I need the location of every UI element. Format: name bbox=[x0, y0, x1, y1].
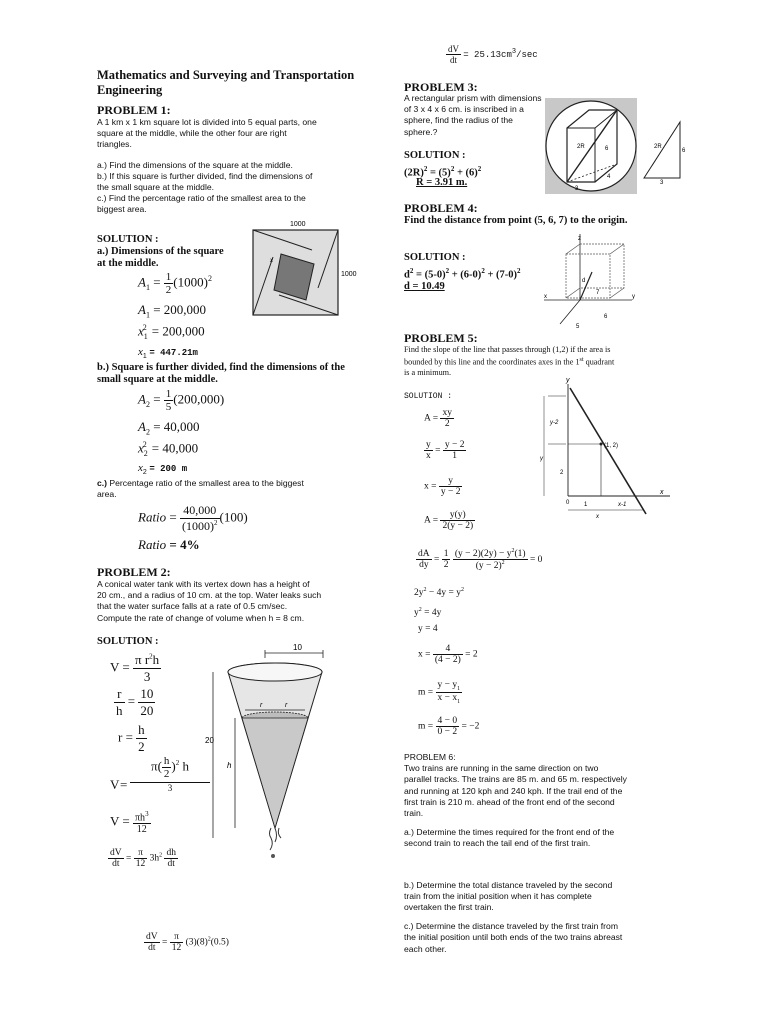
p6-question-b: train from the initial position when it has complete bbox=[404, 890, 592, 901]
p1-sub-b-line: small square at the middle. bbox=[97, 374, 218, 385]
doc-title-line1: Mathematics and Surveying and Transportation bbox=[97, 68, 355, 82]
eq-dvdt: $\frac{dV}{dt}$ = $\frac{\pi}{12}$ $3h^2$ $\frac{dh}{dt}$ bbox=[110, 848, 176, 869]
figure-label: 1 bbox=[584, 502, 588, 508]
eq-v-pih3: V = $\frac{\pi h^3}{12}$ bbox=[110, 810, 149, 836]
p1-question-a: a.) Find the dimensions of the square at the middle. bbox=[97, 159, 293, 170]
problem-5-heading: PROBLEM 5: bbox=[404, 331, 478, 345]
p2-solution-heading: SOLUTION : bbox=[97, 636, 159, 647]
figure-label: y-2 bbox=[550, 420, 559, 426]
problem-2-heading: PROBLEM 2: bbox=[97, 565, 171, 579]
figure-label: 0 bbox=[566, 500, 570, 506]
p6-question-a: a.) Determine the times required for the front end of the bbox=[404, 827, 615, 838]
eq-a2-value: $A_2 = 40,000$ bbox=[138, 419, 200, 437]
eq-x1-sq: $x_1^2 = 200,000$ bbox=[138, 323, 205, 341]
sphere-prism-figure bbox=[545, 98, 637, 194]
eq-x-of-y: x = $\frac{y}{y - 2}$ bbox=[424, 476, 461, 497]
eq-x-value: x = $\frac{4}{(4 - 2)}$ = 2 bbox=[418, 644, 478, 665]
figure-label: y bbox=[632, 294, 635, 300]
p1-line: square at the middle, while the other four are right bbox=[97, 128, 287, 139]
figure-label: 3 bbox=[660, 180, 664, 184]
problem-6-heading: PROBLEM 6: bbox=[404, 752, 456, 762]
p6-question-a: second train to reach the tail end of the first train. bbox=[404, 838, 591, 849]
eq-step3: y = 4 bbox=[418, 624, 438, 634]
figure-label: x bbox=[270, 258, 273, 264]
figure-label: x bbox=[596, 514, 599, 520]
eq-ratio: Ratio = $\frac{40,000}{(1000)^2}$ (100) bbox=[138, 503, 248, 533]
p3-solution-heading: SOLUTION : bbox=[404, 150, 466, 161]
p4-eq2: d = 10.49 bbox=[404, 281, 445, 292]
figure-label: 2R bbox=[654, 144, 662, 150]
eq-step1: $2y^2 - 4y = y^2$ bbox=[414, 587, 464, 599]
right-triangle-figure bbox=[640, 118, 690, 184]
eq-term: (1000) bbox=[173, 274, 208, 290]
p1-sub-c: c.) Percentage ratio of the smallest area to the biggest area. bbox=[97, 478, 304, 500]
problem-4-text: Find the distance from point (5, 6, 7) to the origin. bbox=[404, 215, 628, 226]
eq-area: A = $\frac{xy}{2}$ bbox=[424, 408, 452, 429]
p6-question-c: each other. bbox=[404, 943, 447, 954]
figure-label: 3 bbox=[575, 186, 579, 192]
doc-title bbox=[97, 68, 377, 98]
slope-graph-figure bbox=[540, 374, 675, 520]
p1-question-b: the small square at the middle. bbox=[97, 182, 215, 193]
eq-step2: $y^2 = 4y$ bbox=[414, 607, 442, 619]
distance-3d-figure bbox=[540, 232, 640, 332]
figure-label: h bbox=[227, 761, 232, 770]
problem-3-heading: PROBLEM 3: bbox=[404, 80, 478, 94]
frac-v-sub: π( $\frac{h}{2}$ )$^2$ h 3 bbox=[130, 755, 210, 793]
figure-label: z bbox=[578, 236, 581, 242]
p1-sub-a-line: a.) Dimensions of the square bbox=[97, 246, 224, 257]
figure-label: 10 bbox=[293, 643, 302, 652]
figure-label: 6 bbox=[682, 148, 686, 154]
figure-label: 6 bbox=[605, 146, 609, 152]
p6-question-b: overtaken the first train. bbox=[404, 902, 494, 913]
p3-eq2: R = 3.91 m. bbox=[416, 177, 468, 188]
p1-question-c: c.) Find the percentage ratio of the smallest area to the bbox=[97, 193, 306, 204]
p4-eq1: $d^2 = (5-0)^2 + (6-0)^2 + (7-0)^2$ bbox=[404, 267, 521, 281]
figure-label: 1000 bbox=[290, 221, 306, 228]
p1-line: triangles. bbox=[97, 139, 132, 150]
p1-sub-b bbox=[97, 362, 365, 386]
p1-line: A 1 km x 1 km square lot is divided into 5 equal parts, one bbox=[97, 117, 317, 127]
figure-label: 7 bbox=[596, 290, 600, 296]
figure-label: d bbox=[582, 278, 586, 284]
p3-eq1: $(2R)^2 = (5)^2 + (6)^2$ bbox=[404, 165, 482, 179]
eq-cone-volume: V = $\frac{\pi r^2h}{3}$ bbox=[110, 652, 160, 684]
figure-label: 1000 bbox=[341, 271, 357, 278]
eq-a1-value: $A_1 = 200,000$ bbox=[138, 302, 207, 320]
p1-question-c: biggest area. bbox=[97, 204, 147, 215]
p4-solution-heading: SOLUTION : bbox=[404, 252, 466, 263]
problem-3-text: A rectangular prism with dimensions of 3 x 4 x 6 cm. is inscribed in a sphere, find the radius of the sphere.? bbox=[404, 93, 542, 137]
eq-area-y: A = $\frac{y(y)}{2(y - 2)}$ bbox=[424, 510, 474, 531]
eq-derivative: $\frac{dA}{dy}$ = $\frac{1}{2}$ $\frac{(y - 2)(2y) - y^2(1)}{(y - 2)^2}$ = 0 bbox=[418, 548, 543, 572]
p5-solution-heading: SOLUTION : bbox=[404, 392, 453, 401]
figure-label: r bbox=[285, 702, 288, 709]
p1-sub-a bbox=[97, 246, 224, 270]
frac-half: $\frac{1}{2}$ bbox=[165, 271, 172, 296]
eq-slope: m = $\frac{y - y_1}{x - x_1}$ bbox=[418, 680, 461, 705]
eq-a2: $A_2$ = $\frac{1}{5}$ (200,000) bbox=[138, 388, 225, 413]
figure-label: 6 bbox=[604, 314, 608, 320]
eq-similar: $\frac{y}{x}$ = $\frac{y - 2}{1}$ bbox=[426, 440, 465, 461]
eq-a1: $A_1$ = $\frac{1}{2}$ $(1000)^2$ bbox=[138, 271, 212, 296]
problem-6: PROBLEM 6: Two trains are running in the same direction on two parallel tracks. The trains are 85 m. and 65 m. respectively and running at 120 kph and 240 kph. If the trail end of the first train is 210 m. ahead of the front end of the second train. a.) Determine the times required for the front end of the second train to reach the tail end of the first train. b.) Determine the total distance traveled by the second train from the initial position when it has complete overtaken the first train. c.) Determine the distance traveled by the first train from the initial position until both ends of the two trains abreast each other. bbox=[404, 752, 672, 955]
p1-sub-b-line: b.) Square is further divided, find the dimensions of the bbox=[97, 362, 345, 373]
figure-label: 2 bbox=[560, 470, 564, 476]
eq-ratio-result: Ratio = 4% bbox=[138, 537, 200, 552]
eq-slope-value: m = $\frac{4 - 0}{0 - 2}$ = −2 bbox=[418, 716, 480, 737]
doc-title-line2: Engineering bbox=[97, 83, 163, 97]
p1-solution-heading: SOLUTION : bbox=[97, 234, 159, 245]
square-lot-figure bbox=[250, 218, 365, 318]
figure-label: y bbox=[566, 377, 570, 384]
figure-label: y bbox=[540, 456, 543, 462]
figure-label: r bbox=[260, 702, 263, 709]
var-a: A bbox=[138, 274, 146, 290]
cone-tank-figure bbox=[205, 638, 340, 868]
p6-question-b: b.) Determine the total distance traveled by the second bbox=[404, 879, 613, 890]
eq-x2-sq: $x_2^2 = 40,000$ bbox=[138, 440, 199, 458]
problem-1-text bbox=[97, 117, 365, 216]
figure-label: (1, 2) bbox=[604, 443, 619, 449]
eq-r-over-h: $\frac{r}{h}$ = $\frac{10}{20}$ bbox=[116, 686, 154, 718]
eq-dvdt-final: $\frac{dV}{dt}$ = $\frac{\pi}{12}$ $(3)(8)^2(0.5)$ bbox=[146, 932, 229, 953]
problem-5-text: Find the slope of the line that passes through (1,2) if the area is bounded by this line and the coordinates axes in the 1st quadrant is a minimum. bbox=[404, 345, 615, 377]
eq-r-h-half: r = $\frac{h}{2}$ bbox=[118, 722, 145, 754]
eq-x1-value: $x_1 = 447.21m$ bbox=[138, 346, 198, 360]
figure-label: x bbox=[544, 294, 547, 300]
figure-label: x-1 bbox=[618, 502, 627, 508]
p1-question-b: b.) If this square is further divided, find the dimensions of bbox=[97, 170, 313, 181]
figure-label: 20 bbox=[205, 736, 214, 745]
problem-2-text: A conical water tank with its vertex down has a height of 20 cm., and a radius of 10 cm. at the top. Water leaks such that the water surface falls at a rate of 0.5 cm/sec. Compute the rate of change of volume when h = 8 cm. bbox=[97, 579, 322, 623]
p6-question-c: the initial position until both ends of the two trains abreast bbox=[404, 932, 623, 943]
p2-result: $\frac{dV}{dt}$ = $25.13cm^3/\sec$ bbox=[448, 44, 538, 65]
p6-question-c: c.) Determine the distance traveled by the first train from bbox=[404, 921, 618, 932]
eq-x2-value: $x_2 = 200$ m bbox=[138, 462, 188, 476]
problem-1-heading: PROBLEM 1: bbox=[97, 103, 171, 117]
figure-label: 2R bbox=[577, 144, 585, 150]
problem-4-heading: PROBLEM 4: bbox=[404, 201, 478, 215]
p1-sub-a-line: at the middle. bbox=[97, 258, 159, 269]
figure-label: x bbox=[660, 489, 664, 496]
figure-label: 4 bbox=[607, 174, 611, 180]
figure-label: 5 bbox=[576, 324, 580, 330]
